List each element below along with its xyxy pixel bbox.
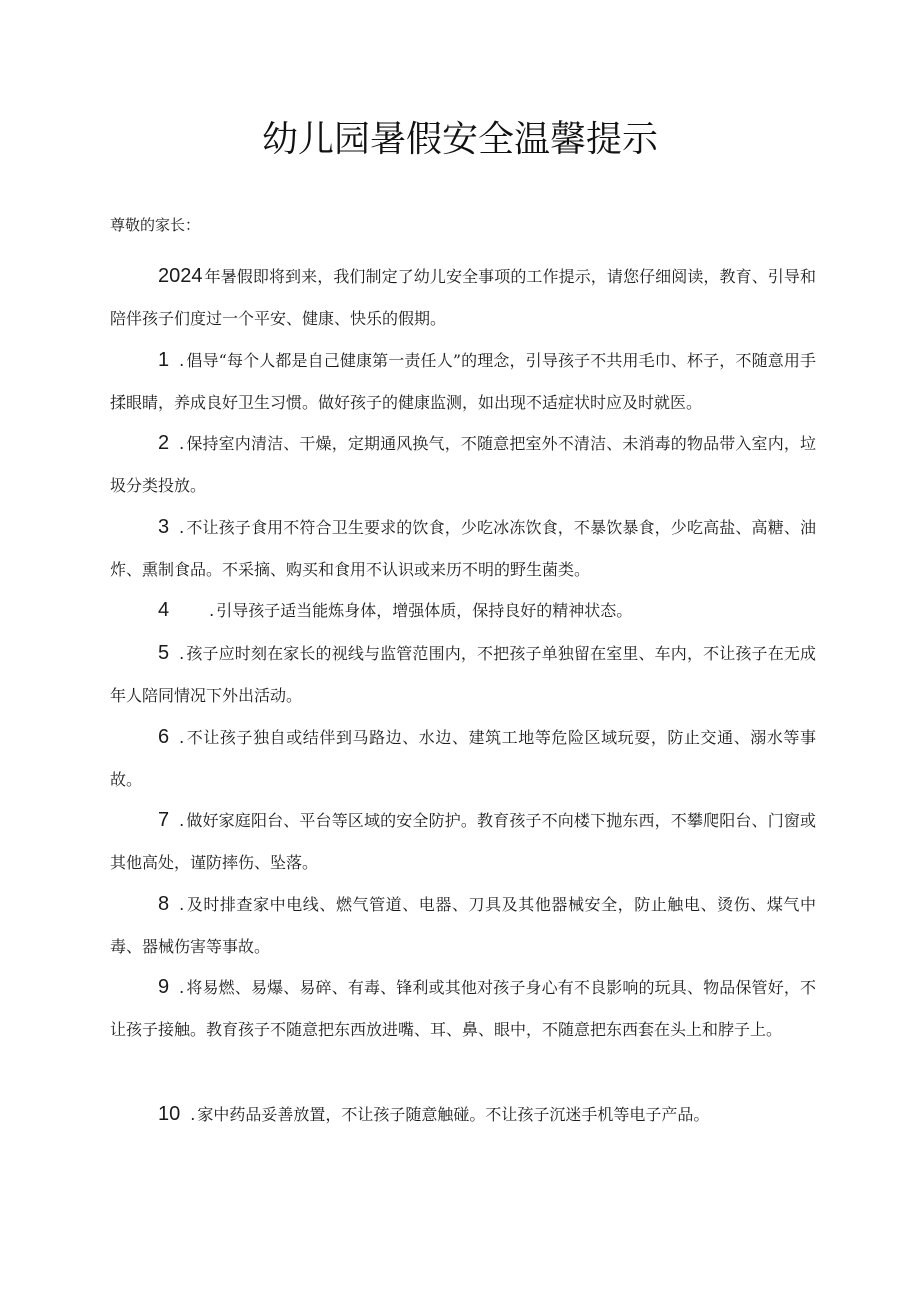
item-number: 3	[158, 516, 170, 538]
salutation: 尊敬的家长：	[110, 216, 201, 234]
item-text: 做好家庭阳台、平台等区域的安全防护。教育孩子不向楼下抛东西，不攀爬阳台、门窗或其他高处，谨防摔伤、坠落。	[110, 811, 816, 872]
item-text: 家中药品妥善放置，不让孩子随意触碰。不让孩子沉迷手机等电子产品。	[197, 1105, 710, 1124]
list-item: 2 . 保持室内清洁、干燥，定期通风换气，不随意把室外不清洁、未消毒的物品带入室内，垃圾分类投放。	[110, 432, 816, 495]
item-number: 5	[158, 642, 170, 664]
item-text: 孩子应时刻在家长的视线与监管范围内，不把孩子单独留在室里、车内，不让孩子在无成年人陪同情况下外出活动。	[110, 644, 816, 705]
item-number: 7	[158, 809, 170, 831]
item-text: 不让孩子独自或结伴到马路边、水边、建筑工地等危险区域玩耍，防止交通、溺水等事故。	[110, 728, 816, 789]
item-number: 1	[158, 349, 170, 371]
list-item: 1 . 倡导“每个人都是自己健康第一责任人”的理念，引导孩子不共用毛巾、杯子，不随意用手揉眼睛，养成良好卫生习惯。做好孩子的健康监测，如出现不适症状时应及时就医。	[110, 349, 816, 412]
list-item: 8 . 及时排查家中电线、燃气管道、电器、刀具及其他器械安全，防止触电、烫伤、煤气中毒、器械伤害等事故。	[110, 893, 816, 956]
item-number: 8	[158, 893, 170, 915]
item-text: 不让孩子食用不符合卫生要求的饮食，少吃冰冻饮食，不暴饮暴食，少吃高盐、高糖、油炸、熏制食品。不采摘、购买和食用不认识或来历不明的野生菌类。	[110, 518, 816, 579]
item-number: 4	[158, 599, 170, 621]
list-item: 9 . 将易燃、易爆、易碎、有毒、锋利或其他对孩子身心有不良影响的玩具、物品保管好，不让孩子接触。教育孩子不随意把东西放进嘴、耳、鼻、眼中，不随意把东西套在头上和脖子上。	[110, 976, 816, 1039]
item-text: 将易燃、易爆、易碎、有毒、锋利或其他对孩子身心有不良影响的玩具、物品保管好，不让孩子接触。教育孩子不随意把东西放进嘴、耳、鼻、眼中，不随意把东西套在头上和脖子上。	[110, 978, 816, 1039]
intro-paragraph	[110, 255, 816, 340]
intro-year: 2024	[158, 265, 203, 287]
list-item: 3 . 不让孩子食用不符合卫生要求的饮食，少吃冰冻饮食，不暴饮暴食，少吃高盐、高糖、油炸、熏制食品。不采摘、购买和食用不认识或来历不明的野生菌类。	[110, 516, 816, 579]
item-text: 引导孩子适当能炼身体，增强体质，保持良好的精神状态。	[216, 601, 633, 620]
list-item: 4 . 引导孩子适当能炼身体，增强体质，保持良好的精神状态。	[158, 599, 633, 621]
intro-text: 年暑假即将到来，我们制定了幼儿安全事项的工作提示，请您仔细阅读，教育、引导和陪伴孩子们度过一个平安、健康、快乐的假期。	[110, 267, 816, 328]
document-title: 幼儿园暑假安全温馨提示	[261, 119, 658, 160]
item-number: 6	[158, 726, 170, 748]
item-number: 10	[158, 1103, 181, 1125]
item-text: 及时排查家中电线、燃气管道、电器、刀具及其他器械安全，防止触电、烫伤、煤气中毒、器械伤害等事故。	[110, 895, 816, 956]
item-text: 保持室内清洁、干燥，定期通风换气，不随意把室外不清洁、未消毒的物品带入室内，垃圾分类投放。	[110, 434, 816, 495]
list-item: 6 . 不让孩子独自或结伴到马路边、水边、建筑工地等危险区域玩耍，防止交通、溺水等事故。	[110, 726, 816, 789]
list-item: 7 . 做好家庭阳台、平台等区域的安全防护。教育孩子不向楼下抛东西，不攀爬阳台、门窗或其他高处，谨防摔伤、坠落。	[110, 809, 816, 872]
item-number: 9	[158, 976, 170, 998]
list-item: 10 . 家中药品妥善放置，不让孩子随意触碰。不让孩子沉迷手机等电子产品。	[158, 1103, 710, 1125]
item-number: 2	[158, 432, 170, 454]
list-item: 5 . 孩子应时刻在家长的视线与监管范围内，不把孩子单独留在室里、车内，不让孩子在无成年人陪同情况下外出活动。	[110, 642, 816, 705]
item-text: 倡导“每个人都是自己健康第一责任人”的理念，引导孩子不共用毛巾、杯子，不随意用手揉眼睛，养成良好卫生习惯。做好孩子的健康监测，如出现不适症状时应及时就医。	[110, 351, 816, 412]
